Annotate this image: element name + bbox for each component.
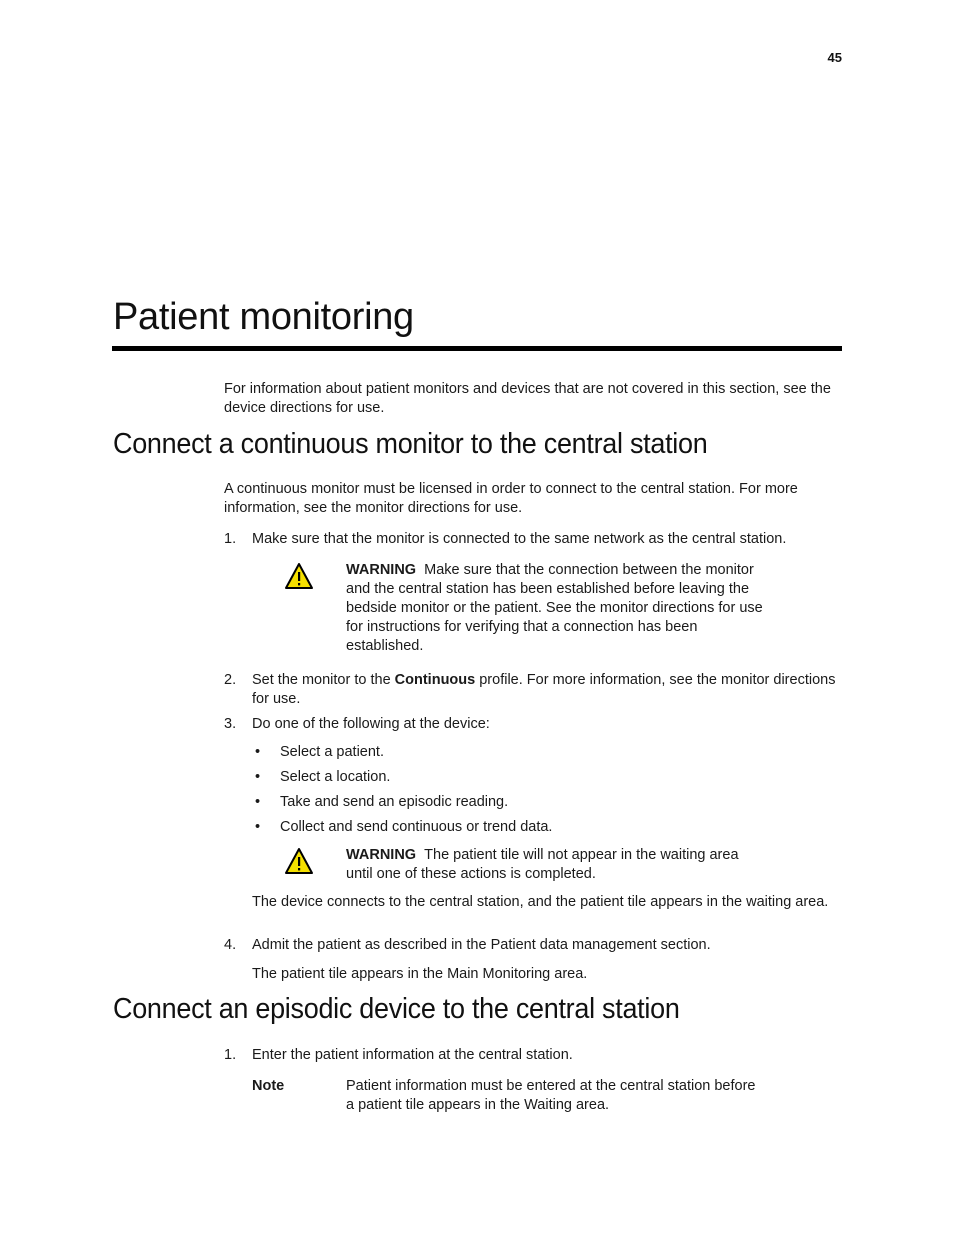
step2-text-post: profile. For more information, see the monitor directions for use. [252, 672, 836, 707]
step3-text: Do one of the following at the device: [252, 716, 490, 732]
step2-text-pre: Set the monitor to the [252, 672, 395, 688]
warning1-label: WARNING [346, 562, 417, 578]
warning1 [346, 561, 766, 656]
list-item: Collect and send continuous or trend data. [280, 819, 553, 835]
step4-text: Admit the patient as described in the Patient data management section. [252, 937, 711, 953]
chapter-title-rule [112, 346, 842, 351]
section-title-continuous: Connect a continuous monitor to the central station [113, 428, 708, 460]
list-item: Select a location. [280, 769, 391, 785]
section1-intro: A continuous monitor must be licensed in order to connect to the central station. For more information, see the monitor directions for use. [224, 481, 798, 516]
page-number: 45 [827, 50, 842, 65]
list-item: Take and send an episodic reading. [280, 794, 509, 810]
warning2 [346, 846, 756, 884]
warning2-text: The patient tile will not appear in the waiting area until one of these actions is completed. [346, 847, 739, 882]
step2-number: 2. [224, 672, 237, 688]
warning1-text: Make sure that the connection between the monitor and the central station has been established before leaving the bedside monitor or the patient. See the monitor directions for use for instructions for verifying that a connection has been established. [346, 562, 763, 654]
step4-result: The patient tile appears in the Main Monitoring area. [252, 966, 588, 982]
section2-step1-number: 1. [224, 1047, 237, 1063]
step1-number: 1. [224, 531, 237, 547]
note-text: Patient information must be entered at the central station before a patient tile appears in the Waiting area. [346, 1078, 756, 1113]
step3-result: The device connects to the central station, and the patient tile appears in the waiting area. [252, 894, 829, 910]
bullet-marker: • [255, 744, 261, 760]
bullet-marker: • [255, 769, 261, 785]
warning-triangle-icon [284, 847, 314, 875]
chapter-intro: For information about patient monitors and devices that are not covered in this section, see the device directions for use. [224, 381, 831, 416]
section2-step1-text: Enter the patient information at the central station. [252, 1047, 573, 1063]
step2-text-bold: Continuous [394, 672, 476, 688]
warning-triangle-icon [284, 562, 314, 590]
bullet-marker: • [255, 819, 261, 835]
warning2-label: WARNING [346, 847, 417, 863]
step3-number: 3. [224, 716, 237, 732]
step2-text [252, 671, 840, 709]
step1-text: Make sure that the monitor is connected to the same network as the central station. [252, 531, 787, 547]
step4-number: 4. [224, 937, 237, 953]
bullet-marker: • [255, 794, 261, 810]
chapter-title: Patient monitoring [113, 296, 414, 338]
section-title-episodic: Connect an episodic device to the central station [113, 993, 680, 1025]
list-item: Select a patient. [280, 744, 384, 760]
note-label: Note [252, 1078, 285, 1094]
